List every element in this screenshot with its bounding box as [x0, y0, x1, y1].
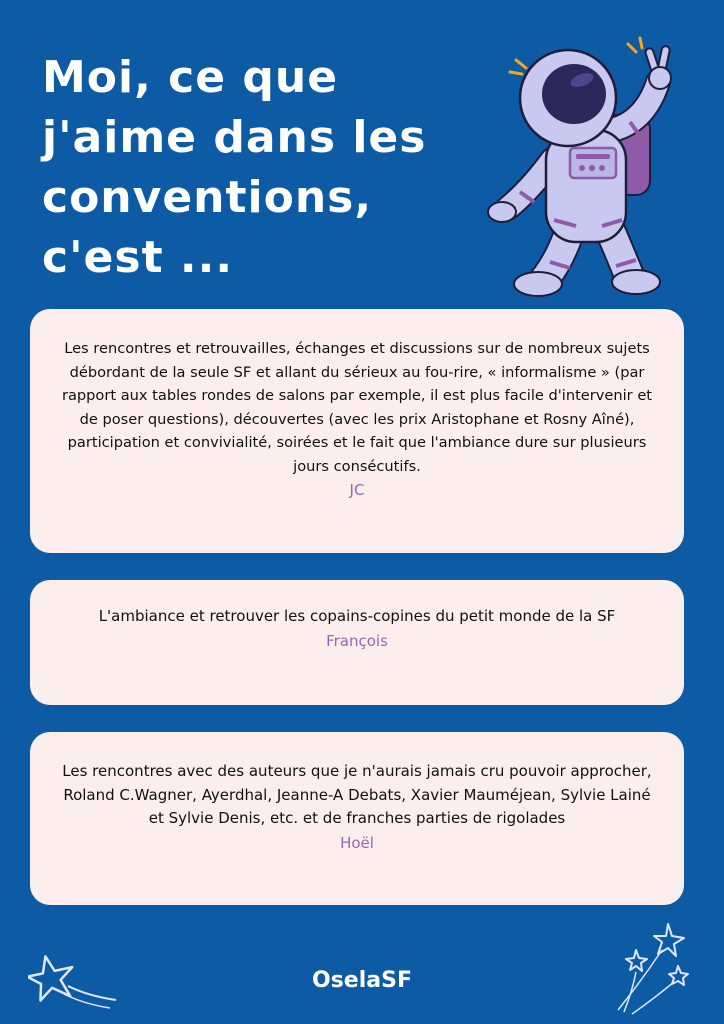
testimonial-author: François [326, 631, 388, 650]
testimonial-quote: Les rencontres avec des auteurs que je n'aurais jamais cru pouvoir approcher, Roland C.Wagner, Ayerdhal, Jeanne-A Debats, Xavier Mauméjean, Sylvie Lainé et Sylvie Denis, etc. et de franches parties de rigolades [62, 762, 652, 827]
testimonial-card [30, 309, 684, 553]
testimonial-quote: L'ambiance et retrouver les copains-copines du petit monde de la SF [98, 607, 616, 625]
testimonial-card [30, 580, 684, 705]
page-title [42, 48, 512, 288]
title-line: c'est ... [42, 232, 234, 283]
title-line: j'aime dans les [42, 112, 427, 163]
brand-footer: OselaSF [312, 968, 412, 993]
title-line: conventions, [42, 172, 373, 223]
testimonial-author: Hoël [340, 833, 374, 852]
testimonial-quote: Les rencontres et retrouvailles, échanges et discussions sur de nombreux sujets débordant de la seule SF et allant du sérieux au fou-rire, « informalisme » (par rapport aux tables rondes de salons par exemple, il est plus facile d'intervenir et de poser questions), découvertes (avec les prix Aristophane et Rosny Aîné), participation et convivialité, soirées et le fait que l'ambiance dure sur plusieurs jours consécutifs. [61, 340, 653, 475]
testimonial-author: JC [349, 481, 365, 499]
title-line: Moi, ce que [42, 52, 339, 103]
testimonial-card [30, 732, 684, 905]
astronaut-illustration [480, 30, 700, 300]
